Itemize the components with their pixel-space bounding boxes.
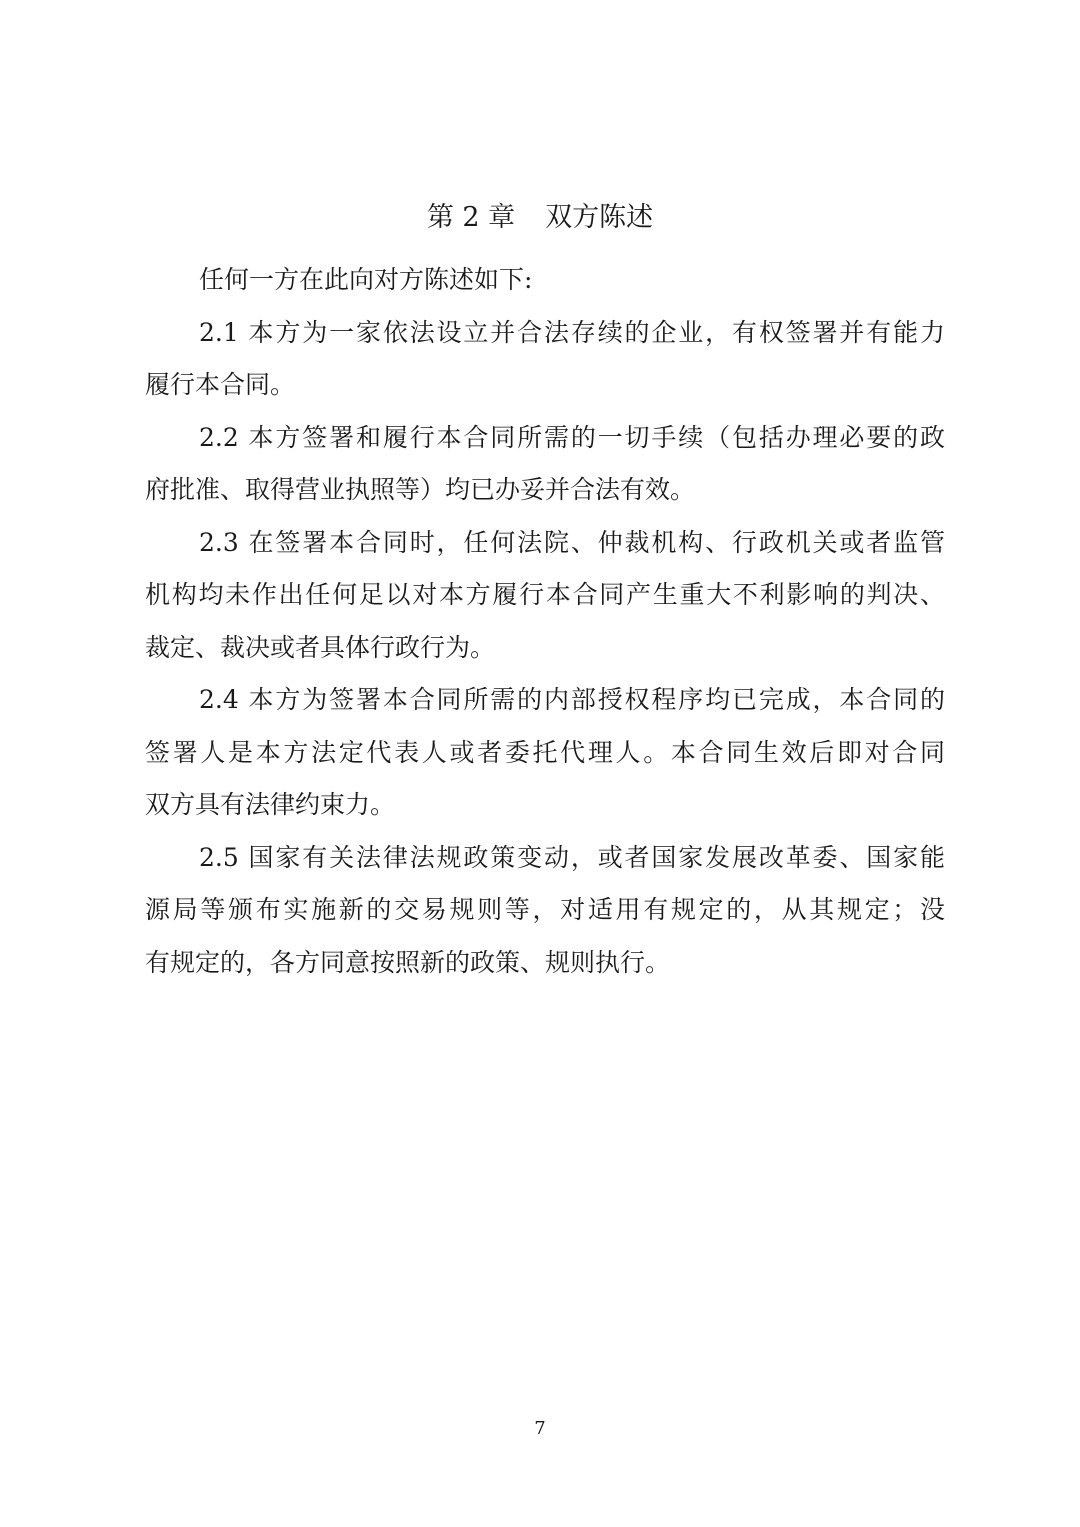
paragraph <box>145 522 945 680</box>
document-body <box>145 259 945 994</box>
paragraph-line: 2.5 国家有关法律法规政策变动，或者国家发展改革委、国家能 <box>199 842 945 872</box>
paragraph-line: 机构均未作出任何足以对本方履行本合同产生重大不利影响的判决、 <box>145 580 945 609</box>
paragraph-line: 裁定、裁决或者具体行政行为。 <box>145 632 496 662</box>
chapter-title: 双方陈述 <box>545 202 654 233</box>
paragraph-line: 2.4 本方为签署本合同所需的内部授权程序均已完成，本合同的 <box>199 685 945 714</box>
paragraph-line: 府批准、取得营业执照等）均已办妥并合法有效。 <box>145 475 696 504</box>
paragraph <box>145 837 945 995</box>
paragraph-line: 任何一方在此向对方陈述如下: <box>199 265 533 294</box>
paragraph-line: 有规定的，各方同意按照新的政策、规则执行。 <box>145 947 671 977</box>
paragraph <box>145 417 945 522</box>
paragraph-line: 双方具有法律约束力。 <box>145 790 396 819</box>
page-number: 7 <box>534 1418 546 1439</box>
paragraph <box>145 312 945 417</box>
paragraph-line: 签署人是本方法定代表人或者委托代理人。本合同生效后即对合同 <box>145 737 945 767</box>
paragraph-line: 2.1 本方为一家依法设立并合法存续的企业，有权签署并有能力 <box>199 317 945 347</box>
paragraph-line: 2.2 本方签署和履行本合同所需的一切手续（包括办理必要的政 <box>199 422 945 452</box>
paragraph-line: 源局等颁布实施新的交易规则等，对适用有规定的，从其规定；没 <box>145 895 945 924</box>
chapter-heading <box>0 198 1080 238</box>
paragraph-line: 履行本合同。 <box>145 370 296 399</box>
paragraph-line: 2.3 在签署本合同时，任何法院、仲裁机构、行政机关或者监管 <box>199 527 945 557</box>
paragraph <box>145 679 945 837</box>
chapter-number: 第 2 章 <box>426 202 516 233</box>
paragraph <box>145 259 945 312</box>
